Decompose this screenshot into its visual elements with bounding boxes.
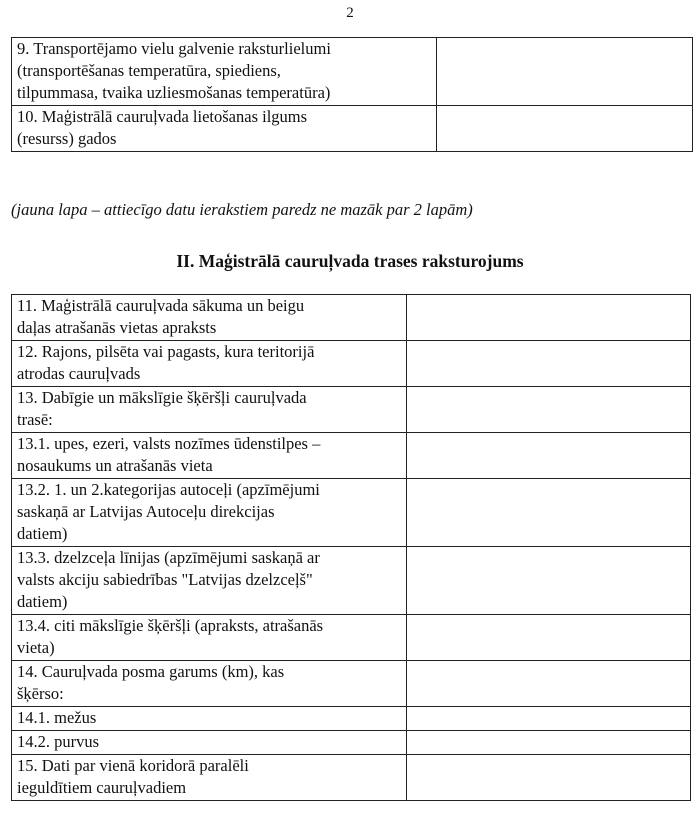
- section-title: II. Maģistrālā cauruļvada trases raksturojums: [176, 251, 524, 271]
- table-row: [12, 755, 691, 801]
- row-label: 13.2. 1. un 2.kategorijas autoceļi (apzīmējumi saskaņā ar Latvijas Autoceļu direkcijas datiem): [12, 479, 407, 547]
- table-row: [12, 341, 691, 387]
- row-label: 14. Cauruļvada posma garums (km), kas šķērso:: [12, 661, 407, 707]
- row-label: 9. Transportējamo vielu galvenie raksturlielumi (transportēšanas temperatūra, spiediens, tilpummasa, tvaika uzliesmošanas temperatūra): [12, 38, 437, 106]
- table-row: [12, 547, 691, 615]
- row-label: 14.1. mežus: [12, 707, 407, 731]
- row-label: 11. Maģistrālā cauruļvada sākuma un beigu daļas atrašanās vietas apraksts: [12, 295, 407, 341]
- row-value-cell: [437, 106, 693, 152]
- pipeline-route-table: [11, 294, 691, 801]
- row-value-cell: [407, 661, 691, 707]
- row-value-cell: [407, 295, 691, 341]
- page-number: 2: [346, 5, 354, 21]
- row-label: 13. Dabīgie un mākslīgie šķēršļi cauruļvada trasē:: [12, 387, 407, 433]
- row-label: 14.2. purvus: [12, 731, 407, 755]
- row-value-cell: [407, 731, 691, 755]
- table-row: [12, 707, 691, 731]
- row-value-cell: [437, 38, 693, 106]
- row-value-cell: [407, 387, 691, 433]
- table-row: [12, 731, 691, 755]
- table-row: [12, 433, 691, 479]
- row-value-cell: [407, 707, 691, 731]
- table-row: [12, 295, 691, 341]
- row-value-cell: [407, 341, 691, 387]
- table-row: [12, 387, 691, 433]
- table-row: [12, 106, 693, 152]
- row-value-cell: [407, 547, 691, 615]
- new-page-note: (jauna lapa – attiecīgo datu ierakstiem paredz ne mazāk par 2 lapām): [11, 200, 473, 219]
- pipeline-characteristics-table: [11, 37, 693, 152]
- row-label: 10. Maģistrālā cauruļvada lietošanas ilgums (resurss) gados: [12, 106, 437, 152]
- row-label: 13.1. upes, ezeri, valsts nozīmes ūdenstilpes – nosaukums un atrašanās vieta: [12, 433, 407, 479]
- row-value-cell: [407, 615, 691, 661]
- table-row: [12, 615, 691, 661]
- row-value-cell: [407, 755, 691, 801]
- row-value-cell: [407, 433, 691, 479]
- row-label: 15. Dati par vienā koridorā paralēli ieguldītiem cauruļvadiem: [12, 755, 407, 801]
- table-row: [12, 479, 691, 547]
- row-label: 13.3. dzelzceļa līnijas (apzīmējumi saskaņā ar valsts akciju sabiedrības "Latvijas dzelzceļš" datiem): [12, 547, 407, 615]
- row-label: 13.4. citi mākslīgie šķēršļi (apraksts, atrašanās vieta): [12, 615, 407, 661]
- row-value-cell: [407, 479, 691, 547]
- table-row: [12, 38, 693, 106]
- table-row: [12, 661, 691, 707]
- row-label: 12. Rajons, pilsēta vai pagasts, kura teritorijā atrodas cauruļvads: [12, 341, 407, 387]
